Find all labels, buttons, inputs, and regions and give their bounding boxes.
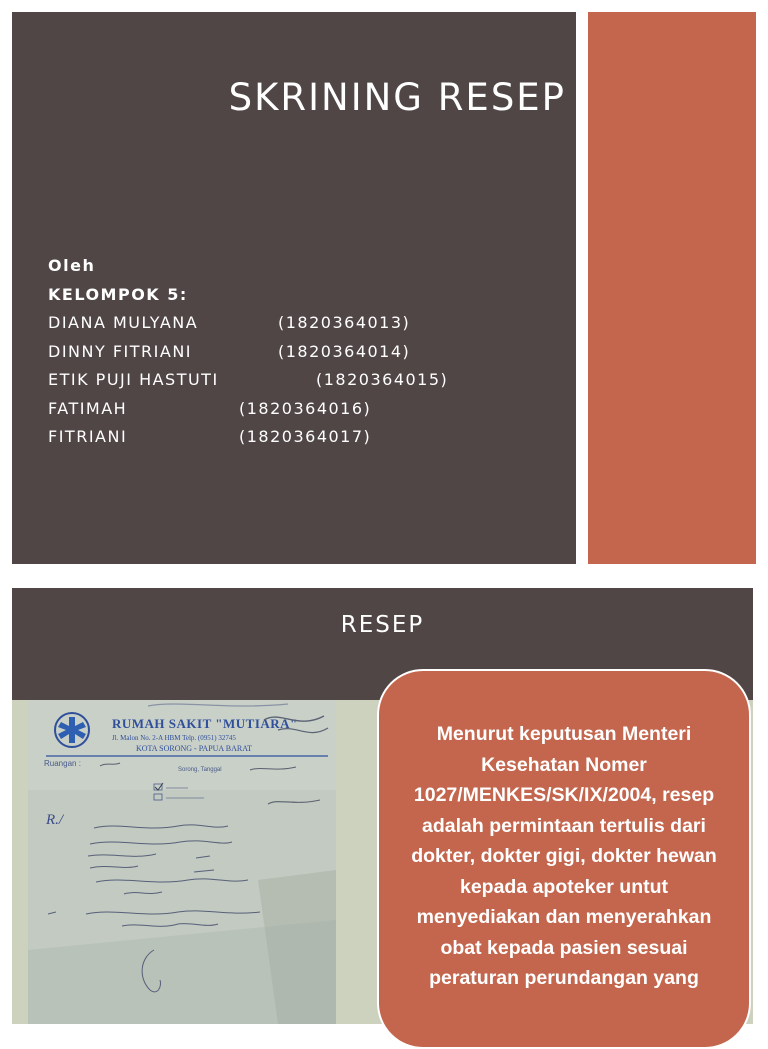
hospital-address: Jl. Malon No. 2-A HBM Telp. (0951) 32745 bbox=[112, 734, 236, 742]
member-nim: (1820364015) bbox=[316, 370, 449, 389]
member-row bbox=[48, 395, 372, 424]
by-label: Oleh bbox=[48, 256, 96, 275]
member-name: FATIMAH bbox=[48, 398, 128, 418]
authors-block bbox=[48, 252, 449, 452]
member-name: FITRIANI bbox=[48, 427, 128, 446]
member-nim: (1820364017) bbox=[239, 427, 372, 446]
date-label: Sorong, Tanggal bbox=[178, 767, 222, 773]
member-row bbox=[48, 423, 372, 452]
member-row bbox=[48, 309, 411, 338]
hospital-city: KOTA SORONG - PAPUA BARAT bbox=[136, 744, 252, 753]
rx-symbol: R./ bbox=[46, 812, 64, 828]
member-name: DIANA MULYANA bbox=[48, 313, 199, 332]
prescription-photo bbox=[28, 700, 336, 1024]
hospital-name: RUMAH SAKIT "MUTIARA" bbox=[112, 716, 298, 731]
member-nim: (1820364013) bbox=[278, 313, 411, 332]
room-label: Ruangan : bbox=[44, 759, 81, 768]
member-nim: (1820364014) bbox=[278, 341, 411, 361]
definition-text: Menurut keputusan Menteri Kesehatan Nomer 1027/MENKES/SK/IX/2004, resep adalah permintaan tertulis dari dokter, dokter gigi, dokter hewan kepada apoteker untut menyediakan dan menyerahkan obat kepada pasien sesuai peraturan perundangan yang bbox=[411, 723, 717, 989]
accent-bar bbox=[588, 12, 756, 564]
member-row bbox=[48, 366, 449, 395]
definition-callout bbox=[377, 669, 751, 1049]
member-nim: (1820364016) bbox=[239, 398, 372, 418]
slide2-title: RESEP bbox=[340, 612, 425, 638]
member-name: ETIK PUJI HASTUTI bbox=[48, 370, 219, 389]
group-label: KELOMPOK 5: bbox=[48, 284, 188, 304]
member-row bbox=[48, 338, 411, 367]
slide-title: SKRINING RESEP bbox=[228, 76, 566, 119]
member-name: DINNY FITRIANI bbox=[48, 341, 192, 361]
title-slide-panel bbox=[12, 12, 576, 564]
